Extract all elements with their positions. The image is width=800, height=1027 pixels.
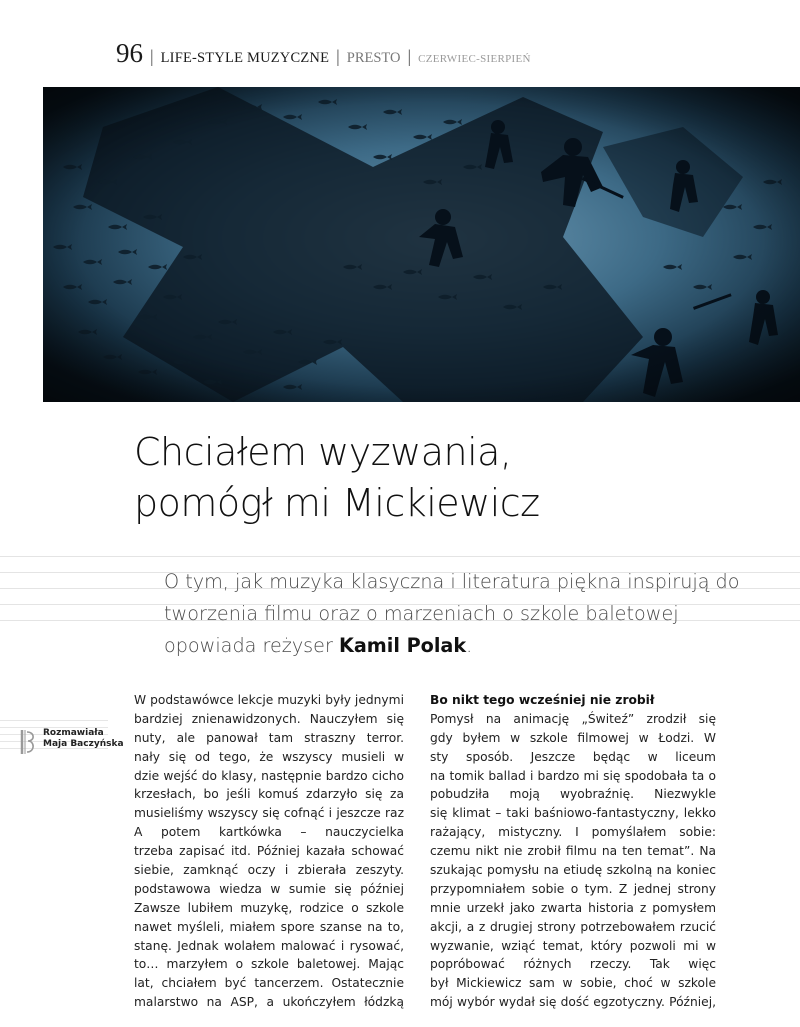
- body-line: Pomysł na animację „Świteź” zrodził się: [430, 711, 716, 726]
- lead-text: opowiada reżyser: [164, 634, 339, 657]
- lead-line: [164, 630, 764, 662]
- headline-line: Chciałem wyzwania,: [134, 430, 512, 474]
- headline-line: pomógł mi Mickiewicz: [134, 481, 540, 525]
- body-line: nawet myśleli, miałem spore szanse na to,: [134, 919, 404, 934]
- body-line: na tomik ballad i bardzo mi się spodobała ta o: [430, 768, 716, 783]
- body-line: sty sposób. Jeszcze będąc w liceum: [430, 749, 716, 764]
- body-line: akcji, a z drugiej strony potrzebowałem rzucić: [430, 919, 716, 934]
- body-line: W podstawówce lekcje muzyki były jednymi: [134, 693, 404, 707]
- hero-image: [43, 87, 800, 402]
- body-line: gdy byłem w szkole filmowej w Łodzi. W: [430, 730, 716, 745]
- body-line: był Mickiewicz sam w sobie, choć w szkole: [430, 976, 716, 991]
- body-line: stanę. Jednak wolałem malować i rysować,: [134, 938, 404, 953]
- byline-role: Rozmawiała: [43, 728, 104, 738]
- body-line: czemu nikt nie zrobił filmu na ten temat”. Na: [430, 844, 716, 859]
- clef-icon: [19, 729, 37, 755]
- body-line: bardziej znienawidzonych. Nauczyłem się: [134, 711, 404, 726]
- body-line: mnie urzekł jako zwarta historia z pomysłem: [430, 900, 716, 915]
- lead-line: O tym, jak muzyka klasyczna i literatura piękna inspirują do: [164, 570, 740, 593]
- body-line: siebie, zamknąć oczy i zbierała zeszyty.: [134, 863, 404, 878]
- body-line: lat, chciałem być tancerzem. Ostatecznie: [134, 976, 404, 991]
- body-column-right: [430, 691, 720, 1012]
- running-header: [116, 38, 531, 68]
- body-line: Zawsze lubiłem muzykę, rodzice o szkole: [134, 900, 404, 915]
- body-line: podstawowa wiedza w sumie się później: [134, 881, 404, 896]
- body-line: się klimat – taki baśniowo-fantastyczny, lekko: [430, 806, 716, 821]
- body-line: krzesłach, bo jeśli komuś zdarzyło się za: [134, 787, 404, 802]
- body-line: przypomniałem sobie o tym. Z jednej strony: [430, 881, 716, 896]
- header-separator: |: [150, 46, 154, 66]
- article-lead: [164, 566, 764, 662]
- body-line: musieliśmy wszyscy się cofnąć i jeszcze raz: [134, 806, 404, 821]
- body-line: to… marzyłem o szkole baletowej. Mając: [134, 957, 404, 972]
- byline-text: [43, 728, 124, 750]
- film-still-illustration: [43, 87, 800, 402]
- body-line: nały się od tego, że wszyscy musieli w: [134, 749, 404, 764]
- subheading: Bo nikt tego wcześniej nie zrobił: [430, 693, 655, 707]
- body-line: malarstwo na ASP, a ukończyłem łódzką: [134, 995, 404, 1010]
- byline-author: Maja Baczyńska: [43, 739, 124, 749]
- body-line: szukając pomysłu na etiudę szkolną na koniec: [430, 863, 716, 878]
- section-name: LIFE-STYLE MUZYCZNE: [160, 50, 330, 66]
- body-line: A potem kartkówka – nauczycielka: [134, 825, 404, 840]
- header-separator: |: [336, 46, 340, 66]
- body-line: nuty, ale panował tam straszny terror.: [134, 730, 404, 745]
- body-line: dzie wejść do klasy, następnie bardzo cicho: [134, 768, 404, 783]
- lead-punctuation: .: [466, 634, 473, 657]
- body-line: wyzwanie, wziąć temat, który pozwoli mi w: [430, 938, 716, 953]
- body-column-left: [134, 691, 414, 1012]
- body-line: rażający, mistyczny. I pomyślałem sobie:: [430, 825, 716, 840]
- body-line: pobudziła moją wyobraźnię. Niezwykle: [430, 787, 716, 802]
- article-headline: [134, 427, 754, 529]
- issue-name: CZERWIEC-SIERPIEŃ: [418, 53, 531, 65]
- page-number: 96: [116, 38, 143, 68]
- body-line: popróbować różnych rzeczy. Tak więc: [430, 957, 716, 972]
- interviewee-name: Kamil Polak: [338, 634, 467, 657]
- magazine-name: PRESTO: [346, 50, 401, 66]
- header-separator: |: [407, 46, 412, 66]
- body-line: mój wybór wydał się dość egzotyczny. Później,: [430, 995, 716, 1010]
- body-line: trzeba zapisać itd. Później kazała schować: [134, 844, 404, 859]
- lead-line: tworzenia filmu oraz o marzeniach o szkole baletowej: [164, 602, 679, 625]
